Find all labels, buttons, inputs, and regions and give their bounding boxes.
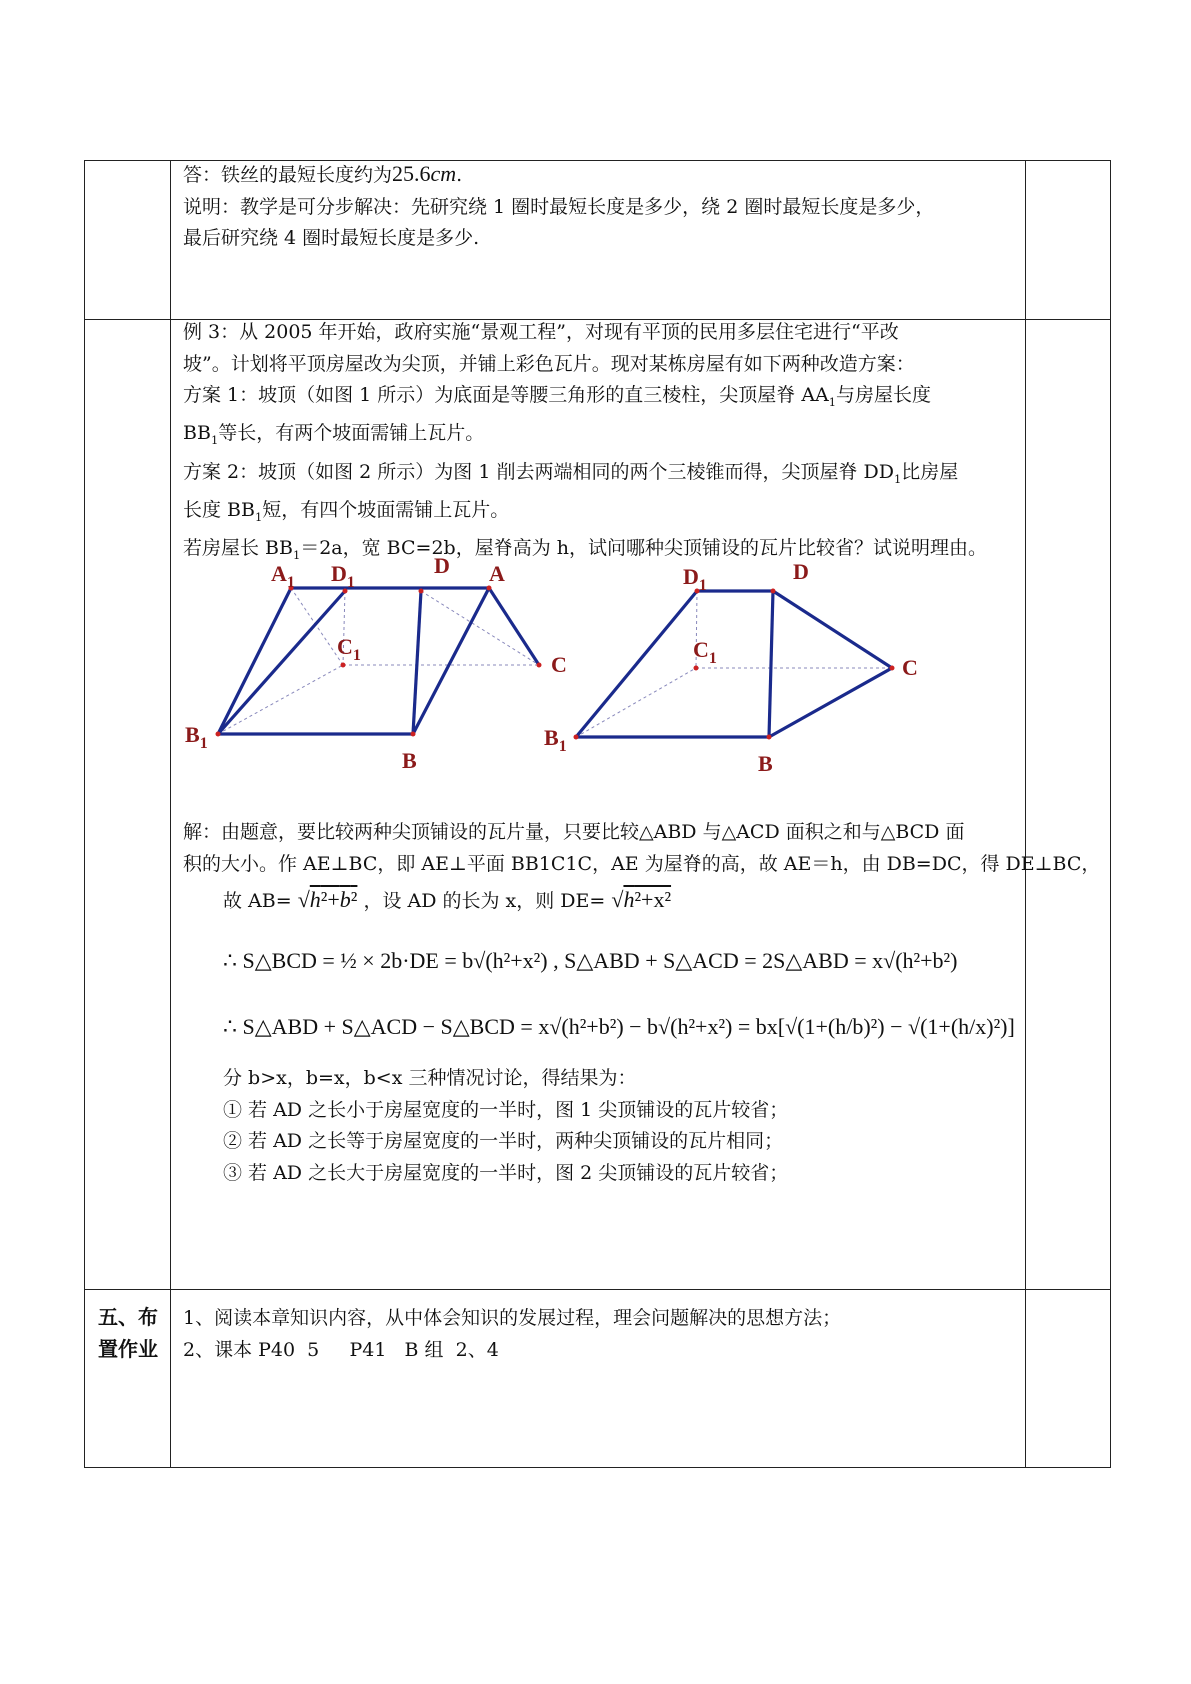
answer-unit: cm bbox=[430, 161, 457, 186]
example-text: 坡”。计划将平顶房屋改为尖顶，并铺上彩色瓦片。现对某栋房屋有如下两种改造方案： bbox=[183, 352, 915, 375]
note-line: 说明：教学是可分步解决：先研究绕 1 圈时最短长度是多少，绕 2 圈时最短长度是多少， bbox=[183, 195, 935, 218]
fig1-label-c1-sub: 1 bbox=[352, 647, 361, 664]
fig1-label-d: D bbox=[434, 553, 450, 578]
figure-2-roof-cut bbox=[544, 559, 993, 799]
discussion-text: 分 b>x，b=x，b<x 三种情况讨论，得结果为： bbox=[223, 1067, 637, 1089]
subscript: 1 bbox=[893, 471, 902, 486]
solution-text: ，设 AD 的长为 x，则 DE= bbox=[363, 890, 606, 912]
note-line: 最后研究绕 4 圈时最短长度是多少. bbox=[183, 227, 480, 249]
plan1-text: 等长，有两个坡面需铺上瓦片。 bbox=[218, 422, 485, 445]
fig2-label-c1-sub: 1 bbox=[708, 650, 717, 667]
homework-label-line: 五、布 bbox=[98, 1305, 158, 1329]
question-text: ＝2a，宽 BC=2b，屋脊高为 h，试问哪种尖顶铺设的瓦片比较省？试说明理由。 bbox=[300, 537, 987, 560]
example-cell bbox=[183, 317, 1033, 571]
svg-text:D1 bbox=[683, 564, 707, 594]
result-3: ③ 若 AD 之长大于房屋宽度的一半时，图 2 尖顶铺设的瓦片较省； bbox=[223, 1161, 789, 1184]
fig1-label-b: B bbox=[402, 748, 417, 773]
fig2-label-c: C bbox=[902, 655, 918, 680]
fig1-label-b1-sub: 1 bbox=[199, 735, 208, 752]
answer-cell bbox=[183, 158, 1033, 255]
plan1-text: BB bbox=[183, 422, 211, 445]
solution-text: 故 AB= bbox=[223, 890, 292, 912]
fig1-label-a: A bbox=[489, 561, 505, 586]
plan2-text: 短，有四个坡面需铺上瓦片。 bbox=[262, 498, 510, 521]
homework-item: 1、阅读本章知识内容，从中体会知识的发展过程，理会问题解决的思想方法； bbox=[183, 1307, 842, 1329]
fig2-label-d: D bbox=[793, 559, 809, 584]
plan2-text: 比房屋 bbox=[901, 460, 959, 483]
lesson-table bbox=[84, 160, 1111, 1468]
fig1-label-a1: A bbox=[271, 561, 287, 586]
answer-end: . bbox=[456, 164, 463, 186]
plan2-text: 长度 BB bbox=[183, 498, 255, 521]
subscript: 1 bbox=[292, 547, 301, 562]
answer-value: 25.6 bbox=[392, 161, 431, 186]
svg-text:C1 bbox=[693, 637, 717, 667]
result-1: ① 若 AD 之长小于房屋宽度的一半时，图 1 尖顶铺设的瓦片较省； bbox=[223, 1098, 789, 1121]
fig1-label-c1: C bbox=[337, 634, 353, 659]
fig1-label-a1-sub: 1 bbox=[286, 574, 295, 591]
homework-label-line: 置作业 bbox=[98, 1337, 158, 1361]
solution-text: 积的大小。作 AE⊥BC，即 AE⊥平面 BB1C1C，AE 为屋脊的高，故 AE＝h，由 DB=DC，得 DE⊥BC， bbox=[183, 852, 1101, 875]
row-divider bbox=[85, 1289, 1110, 1290]
svg-text:A1 bbox=[271, 561, 295, 591]
ab-expression: √h²+b² bbox=[297, 887, 358, 912]
fig1-label-d1: D bbox=[331, 561, 347, 586]
equation-1: ∴ S△BCD = ½ × 2b·DE = b√(h²+x²) , S△ABD + S△ACD = 2S△ABD = x√(h²+b²) bbox=[223, 948, 958, 973]
equation-2: ∴ S△ABD + S△ACD − S△BCD = x√(h²+b²) − b√(h²+x²) = bx[√(1+(h/b)²) − √(1+(h/x)²)] bbox=[223, 1014, 1015, 1039]
plan1-text: 方案 1：坡顶（如图 1 所示）为底面是等腰三角形的直三棱柱，尖顶屋脊 AA bbox=[183, 384, 829, 406]
fig1-label-c: C bbox=[551, 652, 567, 677]
plan2-text: 方案 2：坡顶（如图 2 所示）为图 1 削去两端相同的两个三棱锥而得，尖顶屋脊 DD bbox=[183, 460, 894, 483]
de-expression: √h²+x² bbox=[611, 887, 672, 912]
answer-prefix: 答：铁丝的最短长度约为 bbox=[183, 164, 393, 186]
homework-item: 2、课本 P40 5 P41 B 组 2、4 bbox=[183, 1338, 499, 1361]
fig1-label-b1: B bbox=[185, 722, 200, 747]
fig2-label-b: B bbox=[758, 751, 773, 776]
plan1-text: 与房屋长度 bbox=[836, 384, 932, 406]
solution-text: 解：由题意，要比较两种尖顶铺设的瓦片量，只要比较△ABD 与△ACD 面积之和与△BCD 面 bbox=[183, 821, 965, 843]
column-divider bbox=[170, 161, 171, 1467]
homework-cell bbox=[183, 1303, 1033, 1366]
svg-text:B1 bbox=[185, 722, 208, 752]
fig2-label-b1: B bbox=[544, 725, 559, 750]
fig2-label-c1: C bbox=[693, 637, 709, 662]
example-text: 例 3：从 2005 年开始，政府实施“景观工程”，对现有平顶的民用多层住宅进行“平改 bbox=[183, 321, 899, 343]
fig1-label-d1-sub: 1 bbox=[346, 574, 355, 591]
result-2: ② 若 AD 之长等于房屋宽度的一半时，两种尖顶铺设的瓦片相同； bbox=[223, 1130, 784, 1152]
fig2-label-b1-sub: 1 bbox=[558, 738, 567, 755]
homework-label bbox=[91, 1301, 165, 1365]
subscript: 1 bbox=[210, 433, 219, 448]
fig2-label-d1: D bbox=[683, 564, 699, 589]
question-text: 若房屋长 BB bbox=[183, 537, 293, 560]
subscript: 1 bbox=[828, 394, 837, 409]
solution-cell bbox=[183, 817, 1101, 1189]
svg-text:C1 bbox=[337, 634, 361, 664]
fig2-label-d1-sub: 1 bbox=[698, 577, 707, 594]
subscript: 1 bbox=[254, 509, 263, 524]
